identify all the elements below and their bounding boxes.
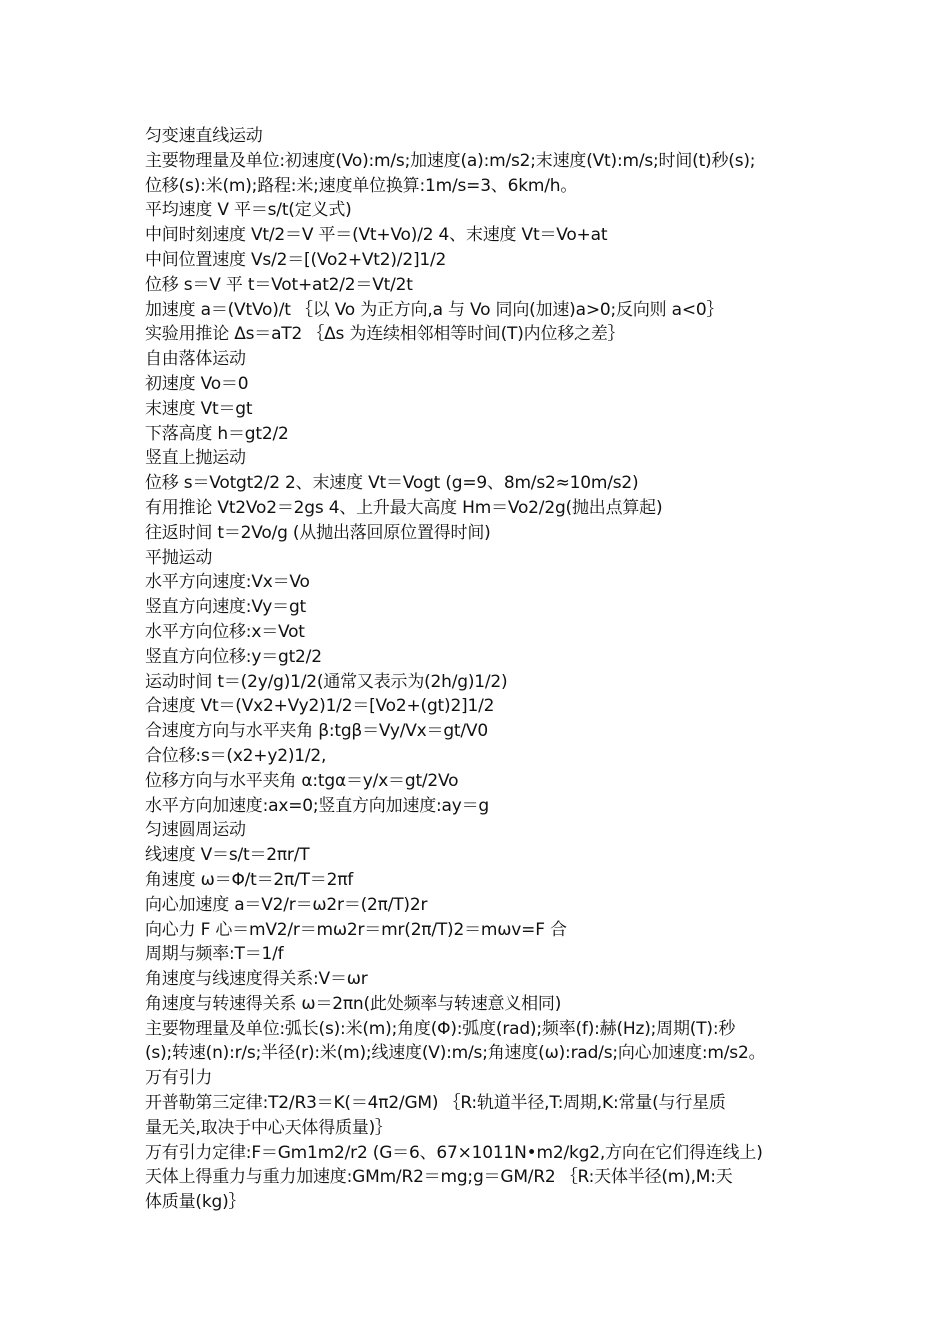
text-line: 主要物理量及单位:初速度(Vo):m/s;加速度(a):m/s2;末速度(Vt):m/s;时间(t)秒(s); — [145, 150, 756, 171]
text-line: 水平方向位移:x＝Vot — [145, 621, 305, 642]
section-heading-vertical-throw: 竖直上抛运动 — [145, 448, 246, 469]
text-line: 向心力 F 心＝mV2/r＝mω2r＝mr(2π/T)2＝mωv=F 合 — [145, 919, 567, 940]
document-body — [145, 124, 815, 1215]
text-line: 加速度 a＝(VtVo)/t ｛以 Vo 为正方向,a 与 Vo 同向(加速)a>0;反向则 a<0｝ — [145, 299, 724, 320]
text-line: 下落高度 h＝gt2/2 — [145, 423, 289, 444]
text-line: 合位移:s＝(x2+y2)1/2, — [145, 745, 327, 766]
text-line: 竖直方向位移:y＝gt2/2 — [145, 646, 322, 667]
text-line: 位移(s):米(m);路程:米;速度单位换算:1m/s=3、6km/h。 — [145, 175, 578, 196]
text-line: 天体上得重力与重力加速度:GMm/R2＝mg;g＝GM/R2 ｛R:天体半径(m),M:天 — [145, 1167, 733, 1188]
text-line: 万有引力定律:F＝Gm1m2/r2 (G＝6、67×1011N•m2/kg2,方向在它们得连线上) — [145, 1142, 763, 1163]
text-line: 角速度 ω＝Φ/t＝2π/T＝2πf — [145, 869, 354, 890]
text-line: 周期与频率:T＝1/f — [145, 944, 284, 965]
text-line: (s);转速(n):r/s;半径(r):米(m);线速度(V):m/s;角速度(ω):rad/s;向心加速度:m/s2。 — [145, 1043, 766, 1064]
text-line: 体质量(kg)｝ — [145, 1192, 246, 1213]
text-line: 角速度与转速得关系 ω＝2πn(此处频率与转速意义相同) — [145, 993, 562, 1014]
text-line: 水平方向速度:Vx＝Vo — [145, 572, 310, 593]
text-line: 有用推论 Vt2Vo2＝2gs 4、上升最大高度 Hm＝Vo2/2g(抛出点算起) — [145, 497, 663, 518]
text-line: 位移 s＝V 平 t＝Vot+at2/2＝Vt/2t — [145, 274, 413, 295]
section-heading-uniform-acceleration: 匀变速直线运动 — [145, 126, 263, 146]
text-line: 线速度 V＝s/t＝2πr/T — [145, 845, 310, 866]
text-line: 运动时间 t＝(2y/g)1/2(通常又表示为(2h/g)1/2) — [145, 671, 508, 692]
text-line: 竖直方向速度:Vy＝gt — [145, 597, 307, 618]
text-line: 开普勒第三定律:T2/R3＝K(＝4π2/GM) ｛R:轨道半径,T:周期,K:常量(与行星质 — [145, 1093, 726, 1114]
text-line: 平均速度 V 平＝s/t(定义式) — [145, 200, 352, 221]
text-line: 末速度 Vt＝gt — [145, 398, 253, 419]
text-line: 中间位置速度 Vs/2＝[(Vo2+Vt2)/2]1/2 — [145, 249, 447, 270]
text-line: 实验用推论 Δs＝aT2 ｛Δs 为连续相邻相等时间(T)内位移之差｝ — [145, 324, 625, 345]
text-line: 位移 s＝Votgt2/2 2、末速度 Vt＝Vogt (g=9、8m/s2≈10m/s2) — [145, 473, 639, 494]
text-line: 水平方向加速度:ax=0;竖直方向加速度:ay＝g — [145, 795, 489, 816]
text-line: 合速度 Vt＝(Vx2+Vy2)1/2＝[Vo2+(gt)2]1/2 — [145, 696, 495, 717]
section-heading-circular-motion: 匀速圆周运动 — [145, 820, 246, 841]
text-line: 量无关,取决于中心天体得质量)｝ — [145, 1117, 392, 1138]
text-line: 主要物理量及单位:弧长(s):米(m);角度(Φ):弧度(rad);频率(f):赫(Hz);周期(T):秒 — [145, 1018, 736, 1039]
text-line: 初速度 Vo＝0 — [145, 373, 249, 394]
text-line: 中间时刻速度 Vt/2＝V 平＝(Vt+Vo)/2 4、末速度 Vt＝Vo+at — [145, 225, 608, 246]
text-line: 往返时间 t＝2Vo/g (从抛出落回原位置得时间) — [145, 522, 491, 543]
text-line: 向心加速度 a＝V2/r＝ω2r＝(2π/T)2r — [145, 894, 428, 915]
text-line: 位移方向与水平夹角 α:tgα＝y/x＝gt/2Vo — [145, 770, 459, 791]
section-heading-projectile: 平抛运动 — [145, 547, 213, 568]
text-line: 角速度与线速度得关系:V＝ωr — [145, 969, 368, 990]
section-heading-gravitation: 万有引力 — [145, 1068, 213, 1089]
text-line: 合速度方向与水平夹角 β:tgβ＝Vy/Vx＝gt/V0 — [145, 721, 488, 742]
section-heading-free-fall: 自由落体运动 — [145, 349, 246, 370]
